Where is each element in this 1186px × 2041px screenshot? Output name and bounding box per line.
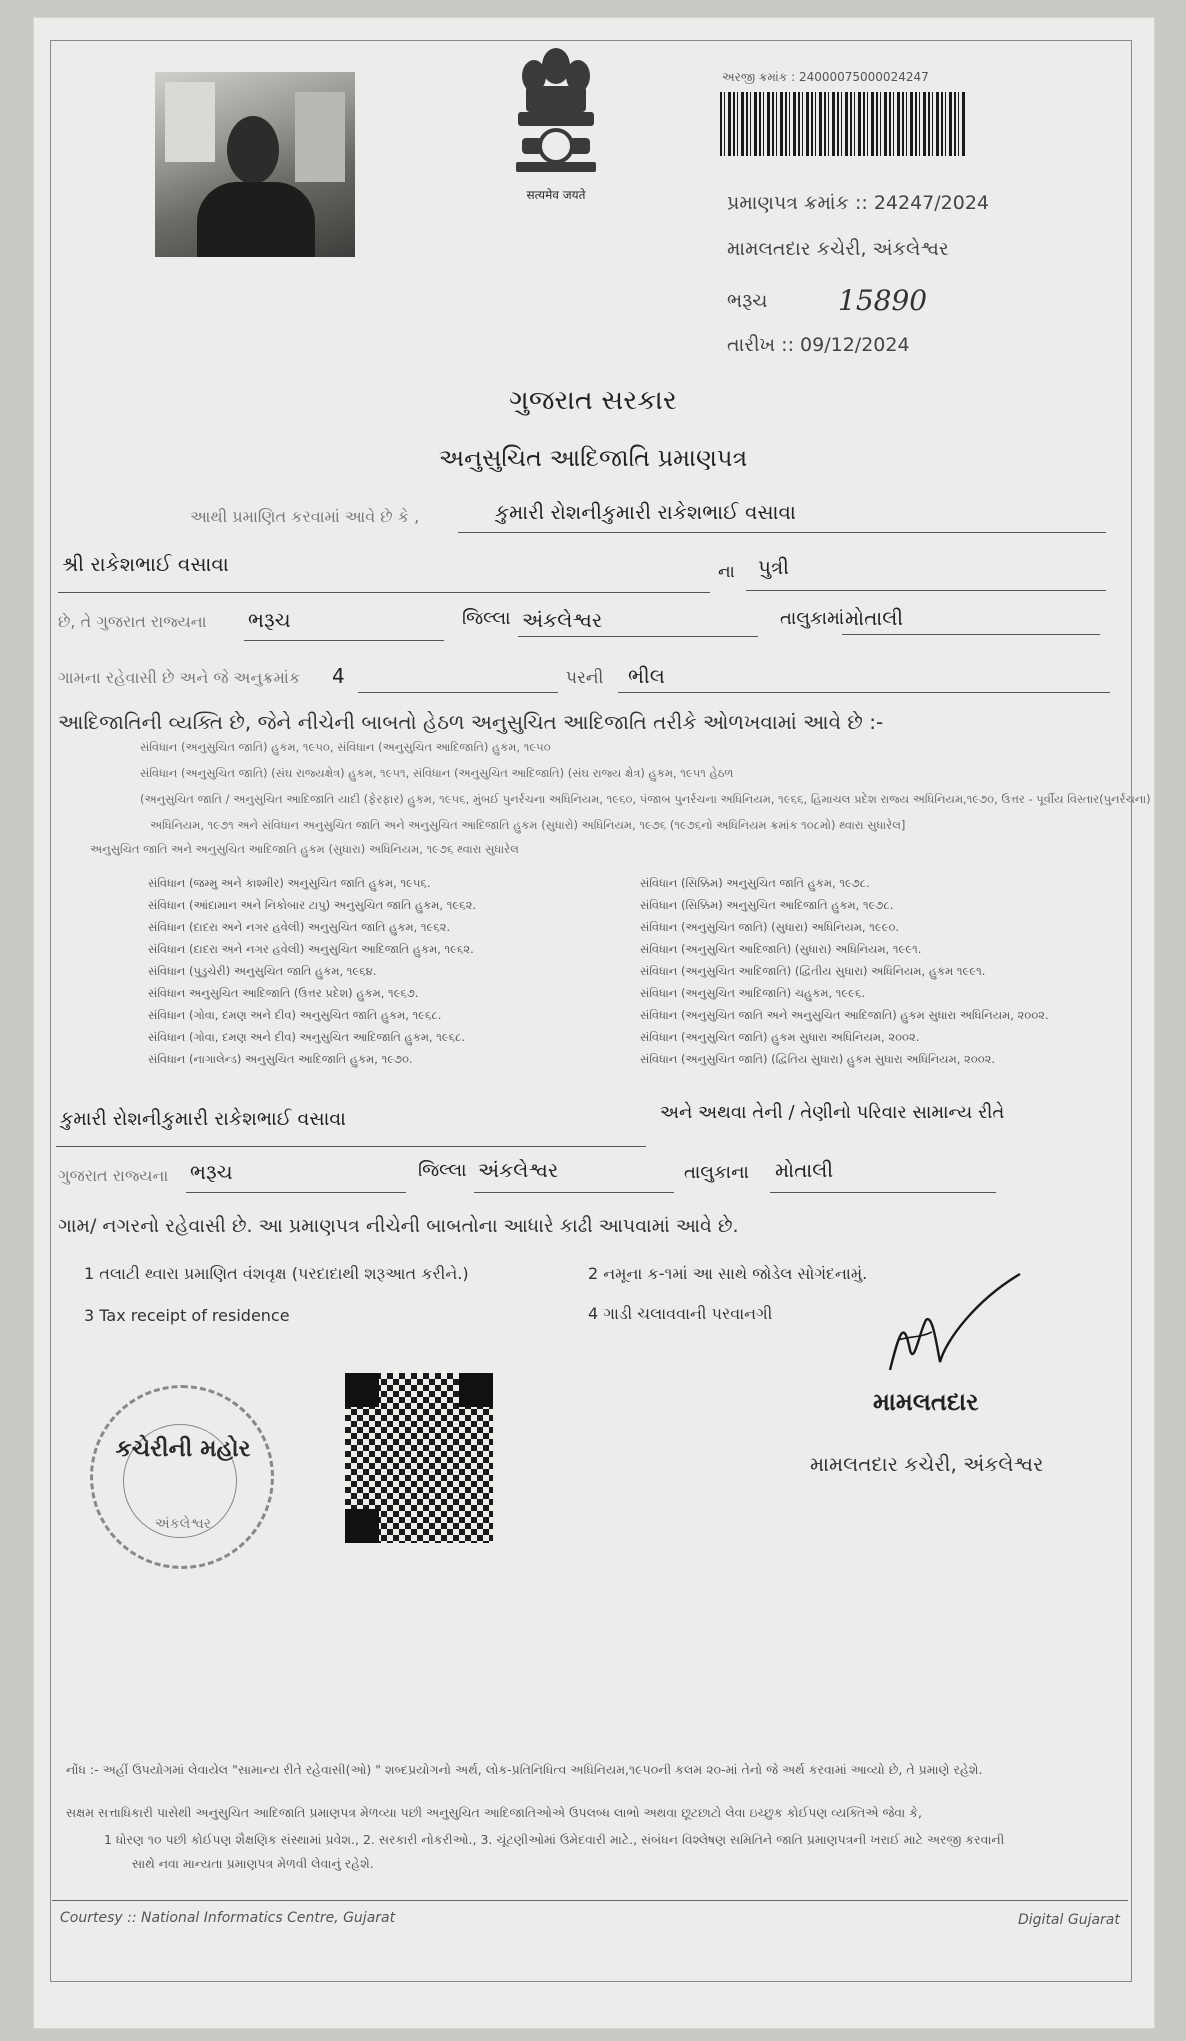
law-line: અધિનિયમ, ૧૯૭૧ અને સંવિધાન અનુસુચિત જાતિ અને અનુસુચિત આદિજાતિ હુકમ (સુધારો) અધિનિયમ, ૧૯૭૬ (૧૯૭૬નો અધિનિયમ ક્રમાંક ૧૦૮મો) થ્વારા સુધારેલ] [150, 818, 906, 832]
document-item: 2 નમૂના ક-૧માં આ સાથે જોડેલ સોગંદનામું. [588, 1264, 868, 1283]
laws-left-column [148, 872, 476, 1070]
note-line: સાથે નવા માન્યતા પ્રમાણપત્ર મેળવી લેવાનું રહેશે. [132, 1856, 374, 1871]
signatory-title: મામલતદાર [873, 1388, 979, 1416]
family-text: અને અથવા તેની / તેણીનો પરિવાર સામાન્ય રીતે [660, 1102, 1005, 1123]
signature [880, 1270, 1030, 1380]
district-value: ભરૂચ [248, 608, 291, 632]
law-item: સંવિધાન (નાગાલેન્ડ) અનુસુચિત આદિજાતિ હુકમ, ૧૯૭૦. [148, 1052, 413, 1066]
law-item: સંવિધાન (દાદરા અને નગર હવેલી) અનુસુચિત જાતિ હુકમ, ૧૯૬૨. [148, 920, 451, 934]
qr-code [345, 1373, 493, 1543]
residence-district-underline [186, 1192, 406, 1193]
certify-label: આથી પ્રમાણિત કરવામાં આવે છે કે , [190, 507, 420, 526]
of-label: ના [718, 562, 735, 582]
district-label: ભરૂચ [727, 290, 768, 312]
residence-state-label: ગુજરાત રાજ્યના [58, 1166, 169, 1185]
note-line: 1 ધોરણ ૧૦ પછી કોઈપણ શૈક્ષણિક સંસ્થામાં પ્રવેશ., 2. સરકારી નોકરીઓ., 3. ચૂંટણીઓમાં ઉમેદવારી માટે., સંબંધન વિશ્લેષણ સમિતિને જાતિ પ્રમાણપત્રની ખરાઈ માટે અરજી કરવાની [104, 1832, 1005, 1847]
tribe-value: ભીલ [628, 664, 665, 688]
residence-taluka-label: તાલુકાના [684, 1162, 749, 1183]
law-line: સંવિધાન (અનુસુચિત જાતિ) (સંઘ રાજ્યક્ષેત્ર) હુકમ, ૧૯૫૧, સંવિધાન (અનુસુચિત આદિજાતિ) (સંઘ રાજ્ય ક્ષેત્ર) હુકમ, ૧૯૫૧ હેઠળ [140, 766, 734, 780]
certificate-number-label: પ્રમાણપત્ર ક્રમાંક :: [727, 192, 868, 214]
document-item: 1 તલાટી થ્વારા પ્રમાણિત વંશવૃક્ષ (પરદાદાથી શરૂઆત કરીને.) [84, 1264, 469, 1283]
taluka-suffix: તાલુકામાં [780, 608, 845, 629]
state-label: છે, તે ગુજરાત રાજ્યના [58, 612, 207, 631]
residence-taluka: અંકલેશ્વર [478, 1158, 559, 1182]
residence-village-underline [770, 1192, 996, 1193]
certificate-number-row [727, 192, 989, 214]
document-item: 3 Tax receipt of residence [84, 1306, 290, 1325]
signatory-office: મામલતદાર કચેરી, અંકલેશ્વર [810, 1452, 1044, 1476]
resident-label: ગામના રહેવાસી છે અને જે અનુક્રમાંક [58, 668, 301, 687]
laws-right-column [640, 872, 1049, 1070]
residence-name-underline [56, 1146, 646, 1147]
village-value: મોતાલી [845, 606, 904, 630]
date-row [727, 334, 910, 356]
residence-taluka-underline [474, 1192, 674, 1193]
law-item: સંવિધાન (અનુસુચિત આદિજાતિ) ચહુકમ, ૧૯૯૬. [640, 986, 866, 1000]
footer-rule [52, 1900, 1128, 1901]
tribe-sentence: આદિજાતિની વ્યક્તિ છે, જેને નીચેની બાબતો હેઠળ અનુસુચિત આદિજાતિ તરીકે ઓળખવામાં આવે છે :- [58, 710, 884, 734]
residence-district: ભરૂચ [190, 1160, 233, 1184]
certificate-title: અનુસુચિત આદિજાતિ પ્રમાણપત્ર [438, 444, 748, 472]
village-underline [842, 634, 1100, 635]
law-item: સંવિધાન (અનુસુચિત આદિજાતિ) (દ્વિતીય સુધારા) અધિનિયમ, હુકમ ૧૯૯૧. [640, 964, 986, 978]
father-name-underline [58, 592, 710, 593]
law-item: સંવિધાન (અનુસુચિત આદિજાતિ) (સુધારા) અધિનિયમ, ૧૯૯૧. [640, 942, 922, 956]
district-underline [244, 640, 444, 641]
certificate-number: 24247/2024 [873, 192, 990, 214]
application-number: 24000075000024247 [798, 70, 929, 84]
law-line: (અનુસુચિત જાતિ / અનુસુચિત આદિજાતિ યાદી (ફેરફાર) હુકમ, ૧૯૫૬, મુંબઈ પુનર્રચના અધિનિયમ, ૧૯૬૦, પંજાબ પુનર્રચના અધિનિયમ, ૧૯૬૬, હિમાચલ પ્રદેશ રાજ્ય અધિનિયમ,૧૯૭૦, ઉત્તર - પૂર્વીય વિસ્તાર(પુનર્રચના) [140, 792, 1151, 806]
serial-number: 4 [332, 664, 345, 688]
law-item: સંવિધાન (આંદામાન અને નિકોબાર ટાપુ) અનુસુચિત જાતિ હુકમ, ૧૯૬૨. [148, 898, 477, 912]
law-item: સંવિધાન (સિક્કિમ) અનુસુચિત જાતિ હુકમ, ૧૯૭૮. [640, 876, 870, 890]
seal-bottom-text: અંકલેશ્વર [154, 1516, 212, 1532]
footer-brand: Digital Gujarat [1018, 1912, 1120, 1928]
law-line: સંવિધાન (અનુસુચિત જાતિ) હુકમ, ૧૯૫૦, સંવિધાન (અનુસુચિત આદિજાતિ) હુકમ, ૧૯૫૦ [140, 740, 551, 754]
date-label: તારીખ :: [727, 334, 794, 356]
law-item: સંવિધાન (જમ્મુ અને કાશ્મીર) અનુસુચિત જાતિ હુકમ, ૧૯૫૬. [148, 876, 431, 890]
law-item: સંવિધાન અનુસુચિત આદિજાતિ (ઉત્તર પ્રદેશ) હુકમ, ૧૯૬૭. [148, 986, 419, 1000]
taluka-underline [518, 636, 758, 637]
relation: પુત્રી [758, 555, 789, 579]
relation-underline [746, 590, 1106, 591]
issuing-office: મામલતદાર કચેરી, અંકલેશ્વર [727, 238, 949, 260]
basis-text: ગામ/ નગરનો રહેવાસી છે. આ પ્રમાણપત્ર નીચેની બાબતોના આધારે કાઢી આપવામાં આવે છે. [58, 1215, 739, 1237]
note-line: સક્ષમ સત્તાધિકારી પાસેથી અનુસુચિત આદિજાતિ પ્રમાણપત્ર મેળવ્યા પછી અનુસુચિત આદિજાતિઓએ ઉપલબ્ધ લાભો અથવા છૂટછાટો લેવા ઇચ્છુક કોઈપણ વ્યક્તિએ જેવા કે, [66, 1805, 922, 1820]
govt-title: ગુજરાત સરકાર [509, 385, 677, 416]
law-item: સંવિધાન (અનુસુચિત જાતિ) (સુધારા) અધિનિયમ, ૧૯૯૦. [640, 920, 900, 934]
note-line: નોંધ :- અહીં ઉપયોગમાં લેવાયેલ "સામાન્ય રીતે રહેવાસી(ઓ) " શબ્દપ્રયોગનો અર્થ, લોક-પ્રતિનિધિત્વ અધિનિયમ,૧૯૫૦ની કલમ ૨૦-માં તેનો જે અર્થ કરવામાં આવ્યો છે, તે પ્રમાણે રહેશે. [66, 1762, 983, 1777]
district-suffix: જિલ્લા [462, 608, 511, 629]
applicant-photo [155, 72, 355, 257]
taluka-value: અંકલેશ્વર [522, 608, 603, 632]
par-label: પરની [566, 668, 604, 688]
law-item: સંવિધાન (દાદરા અને નગર હવેલી) અનુસુચિત આદિજાતિ હુકમ, ૧૯૬૨. [148, 942, 474, 956]
father-name: શ્રી રાકેશભાઈ વસાવા [62, 552, 229, 576]
seal-text: કચેરીની મહોર [115, 1436, 251, 1462]
application-number-label: અરજી ક્રમાંક : [722, 70, 796, 84]
residence-district-label: જિલ્લા [418, 1160, 467, 1181]
national-emblem-icon [508, 36, 604, 186]
handwritten-number: 15890 [838, 284, 928, 317]
serial-underline [358, 692, 558, 693]
applicant-name-underline [458, 532, 1106, 533]
barcode [720, 92, 966, 156]
law-item: સંવિધાન (ગોવા, દમણ અને દીવ) અનુસુચિત જાતિ હુકમ, ૧૯૬૮. [148, 1008, 442, 1022]
emblem-motto: सत्यमेव जयते [526, 188, 586, 202]
law-line: અનુસુચિત જાતિ અને અનુસુચિત આદિજાતિ હુકમ (સુધારા) અધિનિયમ, ૧૯૭૬ થ્વારા સુધારેલ [90, 842, 519, 856]
document-item: 4 ગાડી ચલાવવાની પરવાનગી [588, 1304, 773, 1323]
residence-village: મોતાલી [775, 1158, 834, 1182]
law-item: સંવિધાન (અનુસુચિત જાતિ) હુકમ સુધારા અધિનિયમ, ૨૦૦૨. [640, 1030, 920, 1044]
law-item: સંવિધાન (અનુસુચિત જાતિ અને અનુસુચિત આદિજાતિ) હુકમ સુધારા અધિનિયમ, ૨૦૦૨. [640, 1008, 1049, 1022]
law-item: સંવિધાન (અનુસુચિત જાતિ) (દ્વિતિય સુધારા) હુકમ સુધારા અધિનિયમ, ૨૦૦૨. [640, 1052, 996, 1066]
residence-name: કુમારી રોશનીકુમારી રાકેશભાઈ વસાવા [60, 1108, 346, 1130]
law-item: સંવિધાન (પુડુચેરી) અનુસુચિત જાતિ હુકમ, ૧૯૬૪. [148, 964, 377, 978]
footer-courtesy: Courtesy :: National Informatics Centre, Gujarat [60, 1910, 396, 1926]
applicant-name: કુમારી રોશનીકુમારી રાકેશભાઈ વસાવા [495, 500, 796, 524]
tribe-underline [618, 692, 1110, 693]
law-item: સંવિધાન (ગોવા, દમણ અને દીવ) અનુસુચિત આદિજાતિ હુકમ, ૧૯૬૮. [148, 1030, 466, 1044]
law-item: સંવિધાન (સિક્કિમ) અનુસુચિત આદિજાતિ હુકમ, ૧૯૭૮. [640, 898, 894, 912]
issue-date: 09/12/2024 [800, 334, 910, 356]
application-number-row [722, 70, 929, 85]
office-seal [90, 1385, 274, 1569]
